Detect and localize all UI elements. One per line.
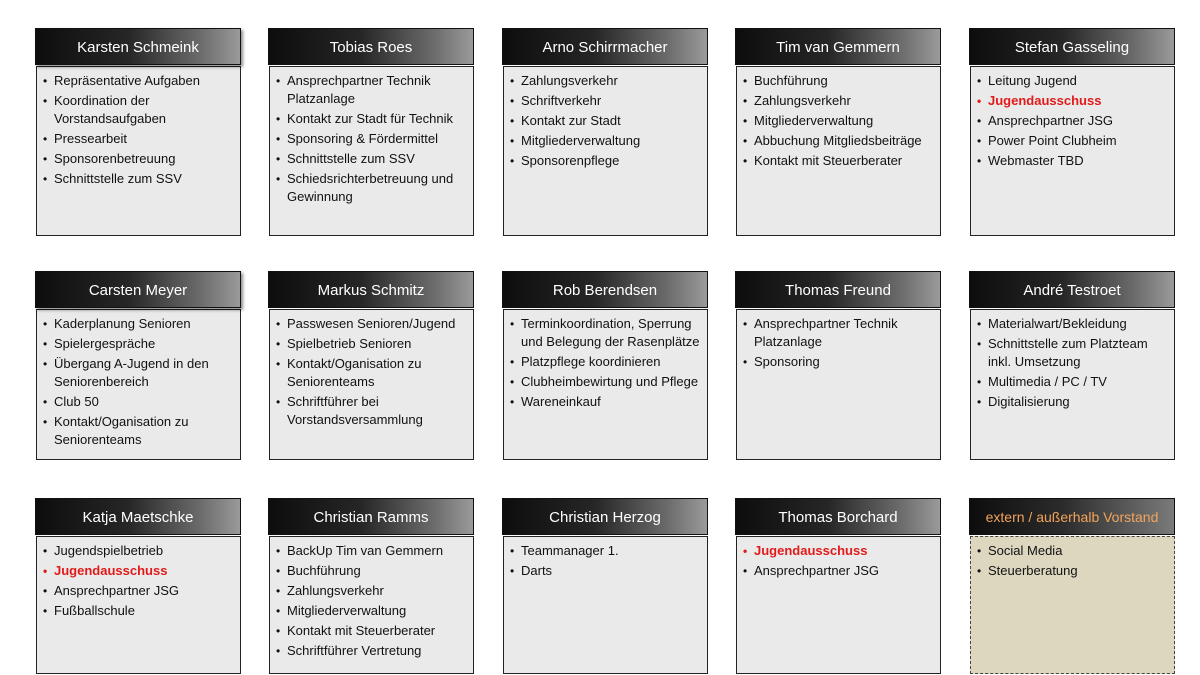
task-list — [977, 315, 1168, 411]
task-item: • Sponsorenbetreuung — [43, 150, 234, 168]
card-body — [269, 536, 474, 674]
card-body — [970, 66, 1175, 236]
task-item: • Social Media — [977, 542, 1168, 560]
task-item: • Schriftführer bei Vorstandsversammlung — [276, 393, 467, 429]
card-body — [503, 309, 708, 460]
task-item: • Ansprechpartner JSG — [743, 562, 934, 580]
card-body — [269, 309, 474, 460]
task-item: • Jugendausschuss — [977, 92, 1168, 110]
task-item: • Platzpflege koordinieren — [510, 353, 701, 371]
task-item: • Zahlungsverkehr — [276, 582, 467, 600]
task-item: • Schnittstelle zum SSV — [276, 150, 467, 168]
person-card — [268, 271, 474, 460]
task-item: • Fußballschule — [43, 602, 234, 620]
task-item: • Teammanager 1. — [510, 542, 701, 560]
person-card — [502, 28, 708, 236]
task-list — [510, 542, 701, 580]
task-list — [276, 72, 467, 206]
task-list — [743, 72, 934, 170]
task-item: • Terminkoordination, Sperrung und Belegung der Rasenplätze — [510, 315, 701, 351]
person-card — [969, 28, 1175, 236]
person-name: Arno Schirrmacher — [502, 28, 708, 65]
task-item: • Jugendausschuss — [43, 562, 234, 580]
person-card — [268, 498, 474, 674]
extern-card — [969, 498, 1175, 674]
person-card — [735, 498, 941, 674]
task-item: • Sponsoring & Fördermittel — [276, 130, 467, 148]
task-item: • Schriftverkehr — [510, 92, 701, 110]
person-name: Katja Maetschke — [35, 498, 241, 535]
task-item: • Ansprechpartner JSG — [43, 582, 234, 600]
task-item: • Koordination der Vorstandsaufgaben — [43, 92, 234, 128]
task-item: • Kontakt/Oganisation zu Seniorenteams — [43, 413, 234, 449]
task-item: • Kontakt mit Steuerberater — [743, 152, 934, 170]
person-name: Markus Schmitz — [268, 271, 474, 308]
person-name: Tim van Gemmern — [735, 28, 941, 65]
card-body — [269, 66, 474, 236]
person-name: Christian Herzog — [502, 498, 708, 535]
person-card — [35, 271, 241, 460]
person-name: Stefan Gasseling — [969, 28, 1175, 65]
task-item: • Jugendausschuss — [743, 542, 934, 560]
person-card — [502, 271, 708, 460]
task-item: • Buchführung — [743, 72, 934, 90]
card-body — [36, 66, 241, 236]
task-item: • Kontakt mit Steuerberater — [276, 622, 467, 640]
task-list — [510, 315, 701, 411]
person-name: Christian Ramms — [268, 498, 474, 535]
task-item: • Multimedia / PC / TV — [977, 373, 1168, 391]
extern-card-title: extern / außerhalb Vorstand — [969, 498, 1175, 535]
task-item: • Zahlungsverkehr — [510, 72, 701, 90]
task-item: • BackUp Tim van Gemmern — [276, 542, 467, 560]
task-item: • Abbuchung Mitgliedsbeiträge — [743, 132, 934, 150]
task-item: • Kontakt/Oganisation zu Seniorenteams — [276, 355, 467, 391]
task-item: • Kontakt zur Stadt für Technik — [276, 110, 467, 128]
task-list — [977, 72, 1168, 170]
task-item: • Materialwart/Bekleidung — [977, 315, 1168, 333]
task-item: • Mitgliederverwaltung — [743, 112, 934, 130]
task-list — [510, 72, 701, 170]
task-item: • Passwesen Senioren/Jugend — [276, 315, 467, 333]
task-item: • Kaderplanung Senioren — [43, 315, 234, 333]
card-body — [970, 309, 1175, 460]
task-list — [43, 315, 234, 449]
card-body — [970, 536, 1175, 674]
task-item: • Übergang A-Jugend in den Seniorenbereich — [43, 355, 234, 391]
task-item: • Webmaster TBD — [977, 152, 1168, 170]
task-item: • Schiedsrichterbetreuung und Gewinnung — [276, 170, 467, 206]
task-item: • Digitalisierung — [977, 393, 1168, 411]
task-list — [276, 542, 467, 660]
task-item: • Schnittstelle zum Platzteam inkl. Umsetzung — [977, 335, 1168, 371]
person-card — [735, 28, 941, 236]
task-item: • Clubheimbewirtung und Pflege — [510, 373, 701, 391]
person-card — [735, 271, 941, 460]
card-body — [503, 536, 708, 674]
task-item: • Power Point Clubheim — [977, 132, 1168, 150]
person-card — [35, 28, 241, 236]
task-list — [43, 542, 234, 620]
task-item: • Ansprechpartner Technik Platzanlage — [743, 315, 934, 351]
person-name: Tobias Roes — [268, 28, 474, 65]
task-item: • Sponsoring — [743, 353, 934, 371]
task-item: • Schnittstelle zum SSV — [43, 170, 234, 188]
person-name: Rob Berendsen — [502, 271, 708, 308]
task-item: • Mitgliederverwaltung — [510, 132, 701, 150]
task-list — [43, 72, 234, 188]
person-name: André Testroet — [969, 271, 1175, 308]
card-body — [736, 309, 941, 460]
task-item: • Leitung Jugend — [977, 72, 1168, 90]
person-name: Karsten Schmeink — [35, 28, 241, 65]
task-list — [743, 542, 934, 580]
task-item: • Zahlungsverkehr — [743, 92, 934, 110]
task-item: • Buchführung — [276, 562, 467, 580]
task-item: • Repräsentative Aufgaben — [43, 72, 234, 90]
card-body — [36, 536, 241, 674]
task-list — [743, 315, 934, 371]
task-item: • Jugendspielbetrieb — [43, 542, 234, 560]
task-item: • Pressearbeit — [43, 130, 234, 148]
task-item: • Steuerberatung — [977, 562, 1168, 580]
person-card — [35, 498, 241, 674]
person-card — [268, 28, 474, 236]
task-item: • Wareneinkauf — [510, 393, 701, 411]
task-item: • Darts — [510, 562, 701, 580]
task-item: • Mitgliederverwaltung — [276, 602, 467, 620]
task-item: • Ansprechpartner Technik Platzanlage — [276, 72, 467, 108]
card-body — [503, 66, 708, 236]
card-body — [36, 309, 241, 460]
card-body — [736, 66, 941, 236]
person-name: Thomas Freund — [735, 271, 941, 308]
task-item: • Spielbetrieb Senioren — [276, 335, 467, 353]
task-item: • Club 50 — [43, 393, 234, 411]
task-item: • Spielergespräche — [43, 335, 234, 353]
person-card — [502, 498, 708, 674]
person-card — [969, 271, 1175, 460]
person-name: Carsten Meyer — [35, 271, 241, 308]
task-list — [276, 315, 467, 429]
task-list — [977, 542, 1168, 580]
task-item: • Ansprechpartner JSG — [977, 112, 1168, 130]
task-item: • Schriftführer Vertretung — [276, 642, 467, 660]
task-item: • Kontakt zur Stadt — [510, 112, 701, 130]
task-item: • Sponsorenpflege — [510, 152, 701, 170]
card-body — [736, 536, 941, 674]
person-name: Thomas Borchard — [735, 498, 941, 535]
